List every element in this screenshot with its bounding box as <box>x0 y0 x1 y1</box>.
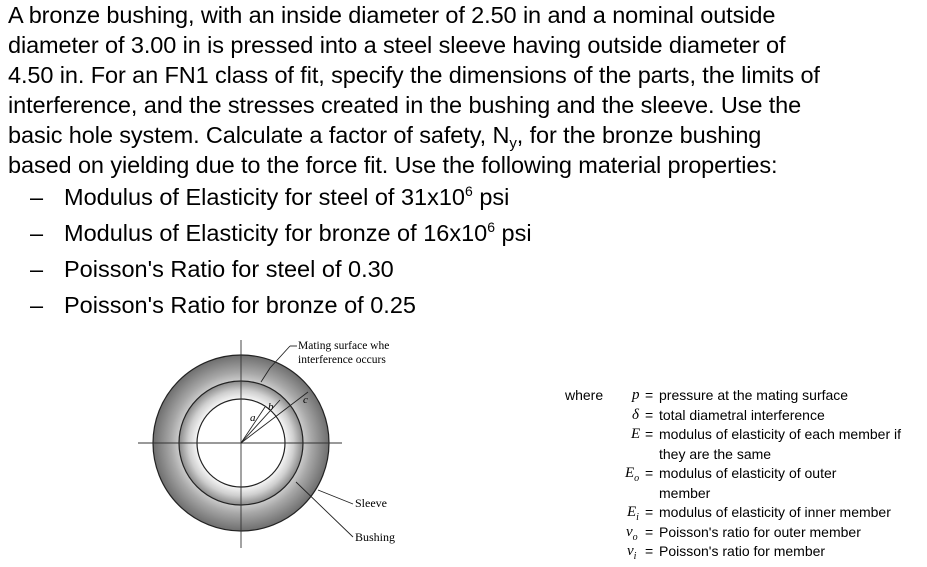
legend-symbol: δ <box>632 406 639 423</box>
sleeve-leader <box>318 490 353 504</box>
problem-line-5-text: basic hole system. Calculate a factor of safety, N <box>8 122 510 148</box>
problem-line-2: diameter of 3.00 in is pressed into a steel sleeve having outside diameter of <box>8 32 786 58</box>
bushing-label: Bushing <box>355 530 396 544</box>
mating-surface-label-1: Mating surface whe <box>298 340 390 352</box>
problem-line-1: A bronze bushing, with an inside diameter of 2.50 in and a nominal outside <box>8 2 776 28</box>
legend-symbol: E <box>631 426 641 442</box>
legend-description-continued: they are the same <box>659 445 772 462</box>
radius-b-label: b <box>268 401 274 413</box>
bullet-text: Poisson's Ratio for steel of 0.30 <box>64 256 394 282</box>
radius-a-label: a <box>250 412 256 424</box>
press-fit-diagram <box>130 330 430 560</box>
bullet-text: Poisson's Ratio for bronze of 0.25 <box>64 292 416 318</box>
legend-symbol: $E_i$ <box>627 504 639 523</box>
list-item <box>30 255 532 291</box>
material-properties-list <box>30 183 532 327</box>
bullet-text: Modulus of Elasticity for steel of 31x10 <box>64 184 466 210</box>
dash-bullet: – <box>30 292 44 318</box>
bushing-leader <box>296 482 353 537</box>
legend-description: Poisson's ratio for member <box>659 543 826 559</box>
legend-description: modulus of elasticity of each member if <box>659 426 901 442</box>
safety-factor-subscript: y <box>509 135 517 152</box>
legend-symbol: p <box>632 387 640 403</box>
legend-equals: = <box>645 504 654 520</box>
legend-where: where <box>565 387 604 403</box>
problem-line-4: interference, and the stresses created in the bushing and the sleeve. Use the <box>8 92 802 118</box>
legend-equals: = <box>645 543 654 559</box>
list-item <box>30 183 532 219</box>
problem-statement <box>8 0 923 180</box>
mating-surface-label-2: interference occurs <box>298 354 386 366</box>
radius-c-label: c <box>303 394 308 406</box>
legend-symbol: $\nu_i$ <box>627 543 637 562</box>
dash-bullet: – <box>30 184 44 210</box>
legend-equals: = <box>645 387 654 403</box>
list-item <box>30 291 532 327</box>
legend-symbol: $E_o$ <box>625 465 640 484</box>
legend-equals: = <box>645 406 654 423</box>
sleeve-label: Sleeve <box>355 496 387 510</box>
problem-line-5-end: , for the bronze bushing <box>516 122 762 148</box>
legend-description: pressure at the mating surface <box>659 387 849 403</box>
problem-line-6: based on yielding due to the force fit. Use the following material properties: <box>8 152 778 178</box>
dash-bullet: – <box>30 256 44 282</box>
legend-equals: = <box>645 465 654 481</box>
legend-equals: = <box>645 426 654 442</box>
exponent: 6 <box>487 219 496 235</box>
legend-symbol: $\nu_o$ <box>626 523 638 543</box>
exponent: 6 <box>465 183 473 199</box>
legend-equals: = <box>645 523 654 540</box>
legend-description: modulus of elasticity of inner member <box>659 504 891 520</box>
problem-line-5 <box>8 120 923 150</box>
problem-line-3: 4.50 in. For an FN1 class of fit, specify the dimensions of the parts, the limits of <box>8 62 820 88</box>
legend-description: modulus of elasticity of outer <box>659 465 837 481</box>
bullet-unit: psi <box>495 220 532 246</box>
bullet-text: Modulus of Elasticity for bronze of 16x10 <box>64 220 488 246</box>
list-item <box>30 219 532 255</box>
legend-description-continued: member <box>659 484 711 501</box>
bullet-unit: psi <box>472 184 510 210</box>
legend-description: total diametral interference <box>659 406 825 423</box>
dash-bullet: – <box>30 220 44 246</box>
legend-description: Poisson's ratio for outer member <box>659 523 861 540</box>
